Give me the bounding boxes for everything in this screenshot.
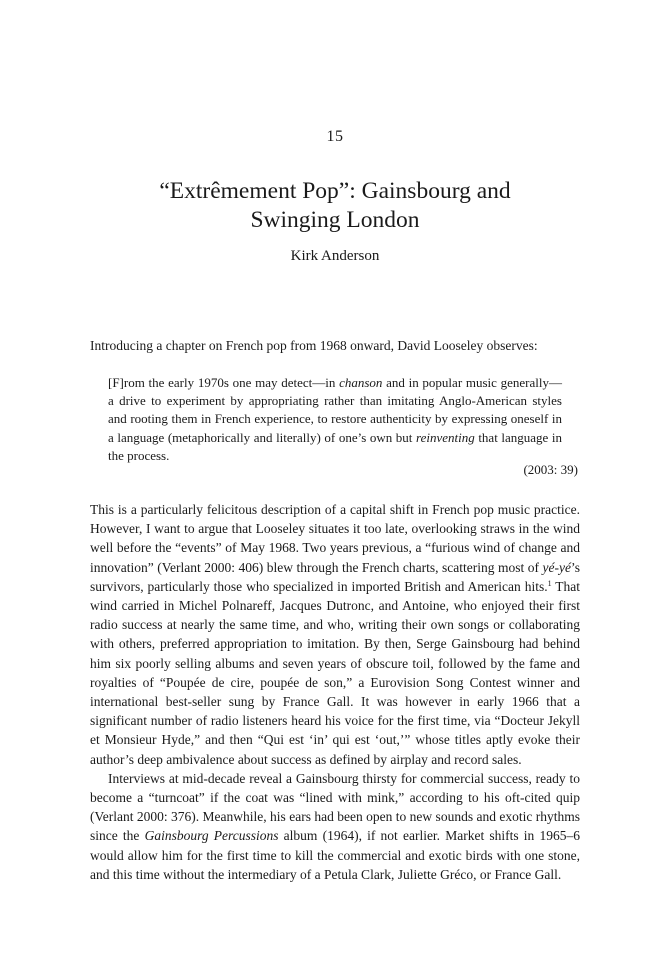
body-text (90, 500, 580, 884)
quote-text: [F]rom the early 1970s one may detect—in (108, 375, 340, 390)
chapter-number: 15 (326, 128, 344, 145)
quote-emphasis: chanson (339, 375, 383, 390)
paragraph-text: This is a particularly felicitous description of a capital shift in French pop music practice. However, I want to argue that Looseley situates it too late, overlooking straws in the wind well before the “events” of May 1968. Two years previous, a “furious wind of change and innovation” (Verlant 2000: 406) blew through the French charts, scattering most of (90, 502, 580, 575)
paragraph-text: album (1964), if not earlier. Market shifts in 1965–6 would allow him for the first time to kill the commercial and exotic birds with one stone, and this time without the intermediary of a Petula Clark, Juliette Gréco, or France Gall. (90, 828, 580, 882)
chapter-title: “Extrêmement Pop”: Gainsbourg and Swinging London (159, 178, 511, 233)
paragraph (90, 769, 580, 884)
paragraph (90, 500, 580, 769)
paragraph-emphasis: Gainsbourg Percussions (144, 828, 279, 844)
chapter-author: Kirk Anderson (290, 248, 380, 264)
paragraph-text: ’s survivors, particularly those who specialized in imported British and American hits. (90, 559, 580, 594)
footnote-marker[interactable]: 1 (547, 578, 552, 588)
quote-citation: (2003: 39) (523, 462, 578, 477)
paragraph-text: Interviews at mid-decade reveal a Gainsbourg thirsty for commercial success, ready to become a “turncoat” if the coat was “lined with mink,” according to his oft-cited quip (Verlant 2000: 376). Meanwhile, his ears had been open to new sounds and exotic rhythms since the (90, 770, 580, 844)
paragraph-emphasis: yé-yé (542, 559, 571, 575)
block-quote (108, 374, 562, 465)
quote-emphasis: reinventing (416, 429, 475, 445)
quote-text: and in popular music generally—a drive to experiment by appropriating rather than imitating Anglo-American styles and rooting them in French experience, to restore authenticity by expressing oneself in a language (metaphorically and literally) of one’s own but (108, 375, 562, 445)
quote-text: that language in the process. (108, 429, 562, 463)
paragraph-text: That wind carried in Michel Polnareff, Jacques Dutronc, and Antoine, who enjoyed their first radio success at nearly the same time, and who, writing their own songs or collaborating with others, preferred appropriation to imitation. By then, Serge Gainsbourg had behind him six poorly selling albums and seven years of obscure toil, followed by the fame and royalties of “Poupée de cire, poupée de son,” a Eurovision Song Contest winner and international best-seller sung by France Gall. It was however in early 1966 that a significant number of radio listeners heard his voice for the first time, via “Docteur Jekyll et Monsieur Hyde,” and then “Qui est ‘in’ qui est ‘out,’” whose titles aptly evoke their author’s deep ambivalence about success as defined by airplay and record sales. (90, 578, 580, 767)
intro-sentence: Introducing a chapter on French pop from 1968 onward, David Looseley observes: (90, 338, 538, 353)
